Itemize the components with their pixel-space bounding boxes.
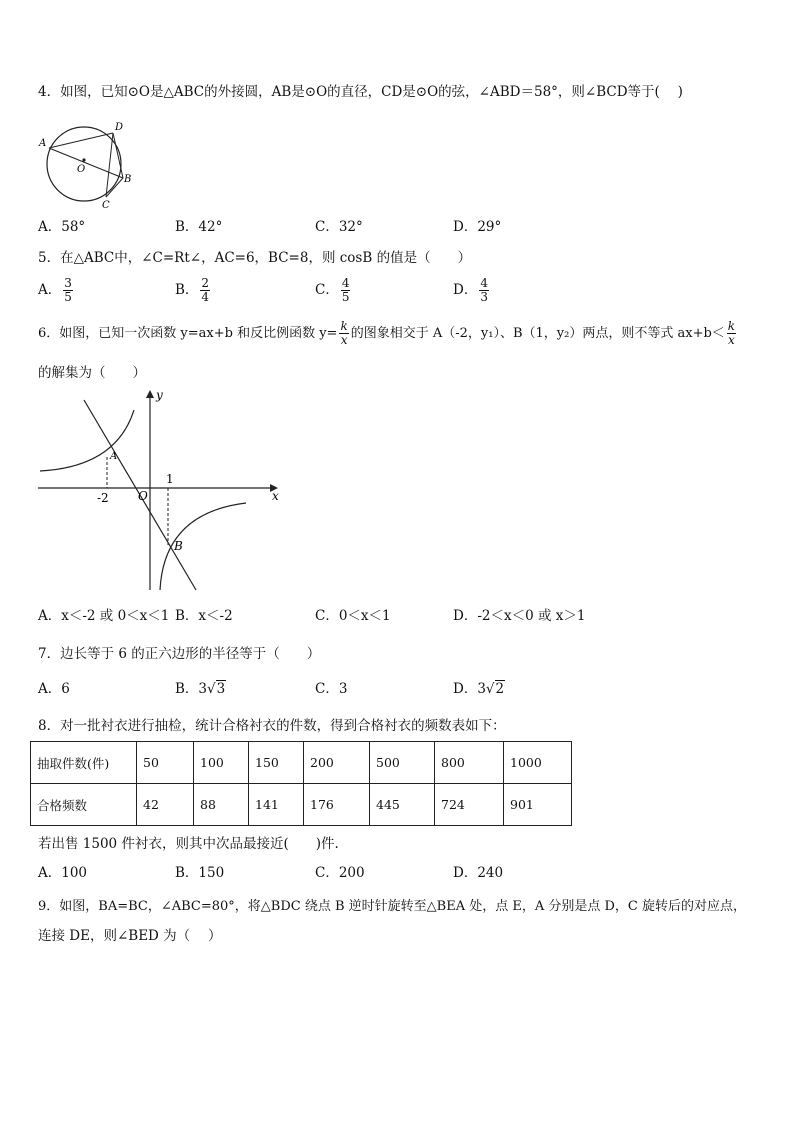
q6-option-b[interactable]: B．x＜-2 — [175, 608, 233, 624]
q7-option-b[interactable] — [175, 680, 226, 698]
label-d: D — [115, 122, 124, 133]
chord-db — [113, 133, 123, 178]
q8-text2: 若出售 1500 件衬衣，则其中次品最接近( )件. — [38, 836, 339, 852]
q5-option-d-label: D． — [453, 282, 478, 298]
chord-cb — [106, 178, 123, 197]
table-cell: 200 — [304, 742, 370, 784]
q6-function-graph — [36, 385, 286, 595]
q6-option-c[interactable]: C．0＜x＜1 — [315, 608, 391, 624]
table-row — [31, 784, 572, 826]
table-cell: 800 — [435, 742, 504, 784]
table-cell: 抽取件数(件) — [31, 742, 137, 784]
table-cell: 724 — [435, 784, 504, 826]
q7-text: 7．边长等于 6 的正六边形的半径等于（ ） — [38, 646, 321, 662]
origin-label: O — [138, 489, 148, 503]
q5-option-a-label: A． — [38, 282, 62, 298]
q5-option-c[interactable] — [315, 277, 352, 304]
table-cell: 901 — [504, 784, 572, 826]
q4-option-c[interactable]: C．32° — [315, 219, 363, 235]
denominator: 5 — [341, 290, 350, 304]
q7-option-c[interactable]: C．3 — [315, 681, 348, 697]
q7-option-b-label: B． — [175, 681, 199, 697]
radicand: 3 — [216, 681, 226, 697]
chord-ad — [49, 133, 113, 148]
coefficient: 3 — [198, 681, 208, 697]
numerator: 2 — [201, 276, 210, 290]
table-cell: 445 — [370, 784, 435, 826]
numerator: k — [340, 319, 348, 333]
fraction-k-over-x — [339, 320, 348, 347]
q5-option-d[interactable] — [453, 277, 491, 304]
fraction — [200, 277, 210, 304]
table-cell: 50 — [137, 742, 194, 784]
q8-option-d[interactable]: D．240 — [453, 865, 504, 881]
q8-option-a[interactable]: A．100 — [38, 865, 88, 881]
denominator: 3 — [480, 290, 488, 304]
q6-text-b: 的图象相交于 A（-2，y₁）、B（1，y₂）两点，则不等式 ax+b＜ — [350, 326, 725, 341]
label-a: A — [39, 138, 47, 149]
q8-text: 8．对一批衬衣进行抽检，统计合格衬衣的件数，得到合格衬衣的频数表如下： — [38, 718, 506, 734]
x-label: x — [272, 489, 279, 503]
q7-option-d[interactable] — [453, 680, 505, 698]
numerator: 3 — [64, 276, 72, 290]
frequency-table — [30, 741, 572, 826]
q8-option-b[interactable]: B．150 — [175, 865, 225, 881]
table-row — [31, 742, 572, 784]
y-label: y — [156, 388, 163, 402]
q7-option-d-label: D． — [453, 681, 478, 697]
denominator: x — [340, 333, 348, 347]
chord-ab — [49, 148, 123, 178]
label-b: B — [124, 174, 132, 185]
q5-option-b[interactable] — [175, 277, 212, 304]
tick-1: 1 — [166, 472, 174, 486]
q5-option-c-label: C． — [315, 282, 339, 298]
table-cell: 合格频数 — [31, 784, 137, 826]
table-cell: 500 — [370, 742, 435, 784]
label-c: C — [102, 200, 110, 210]
sqrt-symbol: √2 — [485, 681, 505, 697]
q6-option-a[interactable]: A．x＜-2 或 0＜x＜1 — [38, 608, 170, 624]
q4-circle-figure — [36, 118, 136, 210]
fraction-k-over-x — [727, 320, 736, 347]
q6-text-a: 6．如图，已知一次函数 y=ax+b 和反比例函数 y= — [38, 326, 338, 341]
q4-option-a[interactable]: A．58° — [38, 219, 86, 235]
denominator: x — [728, 333, 735, 347]
numerator: 4 — [341, 276, 350, 290]
q5-option-b-label: B． — [175, 282, 199, 298]
q5-text: 5．在△ABC中，∠C=Rt∠，AC=6，BC=8，则 cosB 的值是（ ） — [38, 250, 472, 266]
q4-option-d[interactable]: D．29° — [453, 219, 502, 235]
q4-option-b[interactable]: B．42° — [175, 219, 223, 235]
fraction — [341, 277, 351, 304]
tick-neg2: -2 — [97, 491, 109, 505]
point-a-label: A — [110, 451, 118, 462]
radicand: 2 — [495, 681, 505, 697]
q8-option-c[interactable]: C．200 — [315, 865, 365, 881]
table-cell: 1000 — [504, 742, 572, 784]
label-o: O — [77, 164, 86, 175]
table-cell: 141 — [249, 784, 304, 826]
numerator: k — [727, 319, 736, 333]
y-axis-arrow — [146, 390, 154, 398]
denominator: 4 — [201, 290, 210, 304]
q6-option-d[interactable]: D．-2＜x＜0 或 x＞1 — [453, 608, 586, 624]
q6-text — [38, 320, 738, 347]
center-dot — [82, 158, 85, 161]
numerator: 4 — [480, 276, 488, 290]
q4-text: 4．如图，已知⊙O是△ABC的外接圆，AB是⊙O的直径，CD是⊙O的弦，∠ABD＝58°，则∠BCD等于( ) — [38, 84, 683, 100]
table-cell: 150 — [249, 742, 304, 784]
fraction — [63, 277, 73, 304]
point-b-label: B — [174, 539, 183, 553]
hyperbola-branch-right — [160, 503, 246, 590]
q9-text2: 连接 DE，则∠BED 为（ ） — [38, 928, 222, 944]
q9-text: 9．如图，BA=BC，∠ABC=80°，将△BDC 绕点 B 逆时针旋转至△BEA 处，点 E，A 分别是点 D，C 旋转后的对应点， — [38, 899, 747, 914]
table-cell: 100 — [194, 742, 249, 784]
fraction — [479, 277, 489, 304]
table-cell: 88 — [194, 784, 249, 826]
table-cell: 176 — [304, 784, 370, 826]
q7-option-a[interactable]: A．6 — [38, 681, 70, 697]
table-cell: 42 — [137, 784, 194, 826]
denominator: 5 — [64, 290, 72, 304]
q6-text-c: 的解集为（ ） — [38, 365, 146, 381]
coefficient: 3 — [477, 681, 486, 697]
q5-option-a[interactable] — [38, 277, 75, 304]
sqrt-symbol: √3 — [207, 681, 226, 697]
